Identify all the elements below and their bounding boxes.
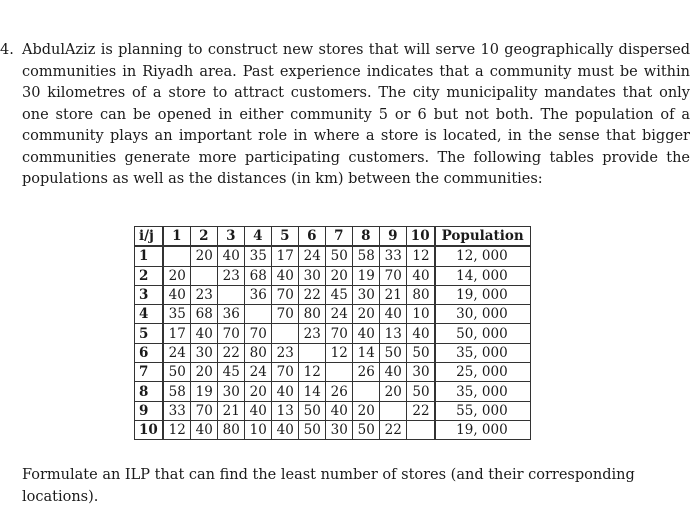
distance-cell: 35: [163, 305, 191, 324]
empty-diagonal-cell: [379, 401, 406, 420]
distance-cell: 19: [190, 382, 217, 401]
distance-cell: 50: [406, 343, 434, 362]
population-cell: 12, 000: [435, 246, 531, 266]
empty-diagonal-cell: [298, 343, 325, 362]
distance-cell: 23: [271, 343, 298, 362]
distance-cell: 24: [163, 343, 191, 362]
distance-cell: 13: [379, 324, 406, 343]
population-cell: 25, 000: [435, 363, 531, 382]
row-header: 7: [135, 363, 163, 382]
population-cell: 19, 000: [435, 420, 531, 439]
distance-cell: 40: [352, 324, 379, 343]
distance-cell: 40: [190, 420, 217, 439]
table-row: [135, 401, 531, 420]
distance-cell: 20: [325, 266, 352, 285]
distance-cell: 20: [163, 266, 191, 285]
distance-cell: 30: [298, 266, 325, 285]
column-header: 5: [271, 227, 298, 247]
distance-cell: 40: [271, 266, 298, 285]
distance-cell: 10: [406, 305, 434, 324]
row-header: 9: [135, 401, 163, 420]
column-header: 4: [244, 227, 271, 247]
distance-cell: 12: [406, 246, 434, 266]
empty-diagonal-cell: [352, 382, 379, 401]
distance-cell: 40: [190, 324, 217, 343]
population-cell: 55, 000: [435, 401, 531, 420]
row-header: 3: [135, 285, 163, 304]
empty-diagonal-cell: [244, 305, 271, 324]
distance-cell: 40: [163, 285, 191, 304]
population-cell: 35, 000: [435, 382, 531, 401]
distance-cell: 70: [271, 285, 298, 304]
distance-cell: 26: [352, 363, 379, 382]
table-row: [135, 363, 531, 382]
distance-cell: 20: [352, 305, 379, 324]
distance-cell: 80: [244, 343, 271, 362]
table-row: [135, 285, 531, 304]
row-header: 5: [135, 324, 163, 343]
table-header-row: [135, 227, 531, 247]
distance-cell: 40: [271, 382, 298, 401]
distance-cell: 14: [352, 343, 379, 362]
row-header: 6: [135, 343, 163, 362]
empty-diagonal-cell: [271, 324, 298, 343]
distance-cell: 30: [352, 285, 379, 304]
distance-population-table: [134, 226, 531, 440]
row-header: 4: [135, 305, 163, 324]
distance-cell: 10: [244, 420, 271, 439]
distance-cell: 12: [325, 343, 352, 362]
distance-cell: 70: [271, 363, 298, 382]
column-header: 1: [163, 227, 191, 247]
table-row: [135, 382, 531, 401]
distance-cell: 30: [190, 343, 217, 362]
distance-cell: 20: [352, 401, 379, 420]
distance-cell: 58: [163, 382, 191, 401]
empty-diagonal-cell: [190, 266, 217, 285]
distance-cell: 24: [325, 305, 352, 324]
distance-cell: 68: [190, 305, 217, 324]
distance-cell: 80: [406, 285, 434, 304]
distance-cell: 50: [298, 420, 325, 439]
distance-cell: 33: [163, 401, 191, 420]
problem-number: 4.: [0, 42, 14, 58]
distance-cell: 40: [244, 401, 271, 420]
distance-cell: 70: [190, 401, 217, 420]
empty-diagonal-cell: [325, 363, 352, 382]
distance-cell: 22: [298, 285, 325, 304]
distance-cell: 70: [379, 266, 406, 285]
distance-cell: 30: [217, 382, 244, 401]
table-row: [135, 324, 531, 343]
distance-cell: 23: [298, 324, 325, 343]
distance-cell: 40: [325, 401, 352, 420]
distance-cell: 58: [352, 246, 379, 266]
population-cell: 35, 000: [435, 343, 531, 362]
distance-cell: 17: [271, 246, 298, 266]
distance-cell: 70: [244, 324, 271, 343]
distance-cell: 23: [190, 285, 217, 304]
distance-cell: 12: [163, 420, 191, 439]
population-cell: 30, 000: [435, 305, 531, 324]
table-row: [135, 343, 531, 362]
distance-cell: 21: [379, 285, 406, 304]
distance-cell: 24: [298, 246, 325, 266]
distance-cell: 26: [325, 382, 352, 401]
table-row: [135, 420, 531, 439]
population-cell: 14, 000: [435, 266, 531, 285]
distance-cell: 22: [406, 401, 434, 420]
distance-cell: 40: [406, 324, 434, 343]
table-body: [135, 246, 531, 439]
problem-statement: AbdulAziz is planning to construct new stores that will serve 10 geographically dispersed communities in Riyadh area. Past experience indicates that a community must be within 30 kilometres of a store to attract customers. The city municipality mandates that only one store can be opened in either community 5 or 6 but not both. The population of a community plays an important role in where a store is located, in the sense that bigger communities generate more participating customers. The following tables provide the populations as well as the distances (in km) between the communities:: [22, 42, 690, 187]
distance-cell: 22: [217, 343, 244, 362]
distance-cell: 14: [298, 382, 325, 401]
table-row: [135, 266, 531, 285]
distance-cell: 30: [325, 420, 352, 439]
column-header: 10: [406, 227, 434, 247]
problem-footer: Formulate an ILP that can find the least number of stores (and their corresponding locations).: [22, 467, 635, 505]
distance-cell: 21: [217, 401, 244, 420]
table-row: [135, 305, 531, 324]
distance-cell: 12: [298, 363, 325, 382]
distance-cell: 70: [217, 324, 244, 343]
row-header: 1: [135, 246, 163, 266]
distance-cell: 30: [406, 363, 434, 382]
distance-cell: 50: [352, 420, 379, 439]
distance-cell: 40: [217, 246, 244, 266]
column-header: 7: [325, 227, 352, 247]
distance-cell: 45: [325, 285, 352, 304]
distance-cell: 20: [244, 382, 271, 401]
distance-cell: 80: [298, 305, 325, 324]
population-header: Population: [435, 227, 531, 247]
column-header: 6: [298, 227, 325, 247]
distance-cell: 68: [244, 266, 271, 285]
distance-cell: 13: [271, 401, 298, 420]
column-header: 3: [217, 227, 244, 247]
distance-cell: 50: [379, 343, 406, 362]
table-row: [135, 246, 531, 266]
distance-cell: 19: [352, 266, 379, 285]
row-header: 8: [135, 382, 163, 401]
distance-cell: 45: [217, 363, 244, 382]
distance-cell: 40: [271, 420, 298, 439]
column-header: 9: [379, 227, 406, 247]
distance-cell: 24: [244, 363, 271, 382]
distance-cell: 20: [190, 363, 217, 382]
distance-cell: 20: [190, 246, 217, 266]
distance-cell: 36: [244, 285, 271, 304]
distance-cell: 50: [325, 246, 352, 266]
empty-diagonal-cell: [217, 285, 244, 304]
row-header: 2: [135, 266, 163, 285]
distance-cell: 50: [406, 382, 434, 401]
distance-cell: 50: [298, 401, 325, 420]
distance-cell: 17: [163, 324, 191, 343]
distance-cell: 36: [217, 305, 244, 324]
distance-cell: 22: [379, 420, 406, 439]
distance-cell: 23: [217, 266, 244, 285]
row-header: 10: [135, 420, 163, 439]
distance-cell: 70: [271, 305, 298, 324]
empty-diagonal-cell: [163, 246, 191, 266]
distance-cell: 40: [379, 363, 406, 382]
distance-cell: 20: [379, 382, 406, 401]
distance-cell: 70: [325, 324, 352, 343]
population-cell: 50, 000: [435, 324, 531, 343]
distance-cell: 33: [379, 246, 406, 266]
column-header: 2: [190, 227, 217, 247]
distance-cell: 40: [379, 305, 406, 324]
distance-cell: 35: [244, 246, 271, 266]
distance-cell: 40: [406, 266, 434, 285]
distance-cell: 50: [163, 363, 191, 382]
distance-cell: 80: [217, 420, 244, 439]
empty-diagonal-cell: [406, 420, 434, 439]
population-cell: 19, 000: [435, 285, 531, 304]
corner-header: i/j: [135, 227, 163, 247]
column-header: 8: [352, 227, 379, 247]
